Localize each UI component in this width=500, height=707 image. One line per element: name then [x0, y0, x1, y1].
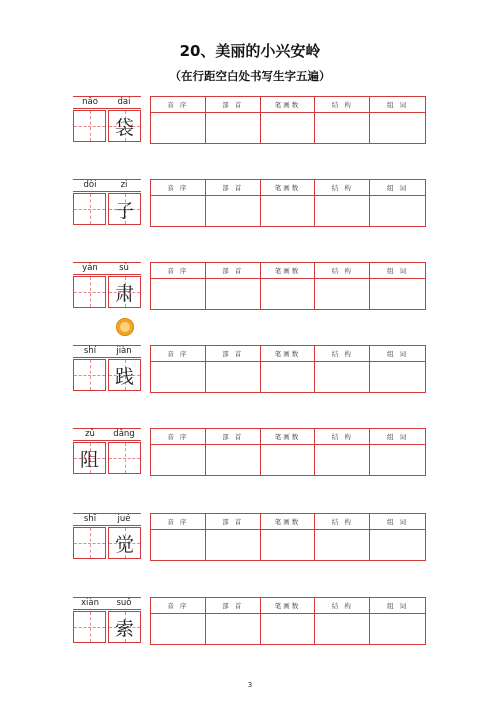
info-table-blank-cell[interactable]	[315, 362, 370, 392]
info-table-blank-cell[interactable]	[206, 362, 261, 392]
hanzi-character	[74, 528, 105, 558]
info-table-header: 部 首	[206, 97, 261, 113]
info-table-header: 音 序	[151, 429, 206, 445]
info-table-header: 笔画数	[261, 429, 316, 445]
info-table-header: 结 构	[315, 598, 370, 614]
info-table-header: 结 构	[315, 514, 370, 530]
info-table-header: 组 词	[370, 429, 425, 445]
info-table-header: 组 词	[370, 514, 425, 530]
page-subtitle: （在行距空白处书写生字五遍）	[169, 69, 331, 83]
info-table	[150, 179, 426, 227]
pinyin-text: zǔ	[85, 429, 95, 439]
pinyin-text: suǒ	[116, 598, 132, 608]
info-table-blank-cell[interactable]	[315, 614, 370, 644]
info-table-blank-cell[interactable]	[261, 445, 316, 475]
info-table-blank-cell[interactable]	[370, 196, 425, 226]
hanzi-character: 践	[114, 365, 134, 388]
info-table	[150, 345, 426, 393]
info-table-header: 组 词	[370, 346, 425, 362]
info-table-blank-cell[interactable]	[151, 445, 206, 475]
tianzi-grid-cell[interactable]	[73, 442, 106, 474]
info-table-blank-cell[interactable]	[315, 530, 370, 560]
info-table	[150, 597, 426, 645]
info-table-blank-cell[interactable]	[370, 279, 425, 309]
info-table-blank-cell[interactable]	[151, 113, 206, 143]
pinyin-text: sù	[119, 263, 129, 273]
info-table-header: 部 首	[206, 263, 261, 279]
pinyin-guide-line	[73, 357, 141, 358]
info-table-header: 结 构	[315, 346, 370, 362]
info-table-header: 音 序	[151, 263, 206, 279]
pinyin-text: jiàn	[116, 346, 132, 356]
hanzi-character	[74, 194, 105, 224]
info-table-header: 笔画数	[261, 598, 316, 614]
info-table-header: 结 构	[315, 263, 370, 279]
info-table-header: 组 词	[370, 598, 425, 614]
info-table-header: 组 词	[370, 263, 425, 279]
info-table-header: 笔画数	[261, 180, 316, 196]
tianzi-grid-cell[interactable]	[73, 359, 106, 391]
hanzi-character	[74, 111, 105, 141]
info-table-blank-cell[interactable]	[206, 113, 261, 143]
hanzi-character: 索	[114, 617, 134, 640]
hanzi-character: 袋	[114, 116, 134, 139]
pinyin-text: dǎng	[113, 429, 135, 439]
hanzi-character: 子	[114, 199, 134, 222]
info-table-blank-cell[interactable]	[261, 113, 316, 143]
info-table-blank-cell[interactable]	[370, 530, 425, 560]
tianzi-grid-cell[interactable]	[108, 276, 141, 308]
pinyin-guide-line	[73, 440, 141, 441]
character-practice-row	[73, 262, 425, 310]
character-practice-row	[73, 96, 425, 144]
tianzi-grid-cell[interactable]	[108, 193, 141, 225]
info-table-header: 笔画数	[261, 514, 316, 530]
tianzi-grid-cell[interactable]	[73, 611, 106, 643]
info-table-header: 结 构	[315, 97, 370, 113]
info-table-header: 结 构	[315, 180, 370, 196]
pinyin-text: shí	[83, 346, 97, 356]
info-table-header: 部 首	[206, 514, 261, 530]
info-table-blank-cell[interactable]	[370, 362, 425, 392]
info-table-header: 音 序	[151, 346, 206, 362]
info-table-header: 笔画数	[261, 263, 316, 279]
info-table-header: 音 序	[151, 97, 206, 113]
character-practice-row	[73, 597, 425, 645]
info-table-header: 笔画数	[261, 97, 316, 113]
info-table-blank-cell[interactable]	[261, 279, 316, 309]
page-number: 3	[247, 681, 253, 689]
tianzi-grid-cell[interactable]	[73, 110, 106, 142]
hanzi-character	[109, 443, 140, 473]
info-table-blank-cell[interactable]	[315, 113, 370, 143]
info-table-blank-cell[interactable]	[370, 614, 425, 644]
info-table-header: 部 首	[206, 598, 261, 614]
tianzi-grid-cell[interactable]	[108, 442, 141, 474]
info-table-header: 笔画数	[261, 346, 316, 362]
pinyin-text: shī	[83, 514, 97, 524]
info-table-blank-cell[interactable]	[315, 196, 370, 226]
tianzi-grid-cell[interactable]	[73, 276, 106, 308]
info-table-blank-cell[interactable]	[206, 530, 261, 560]
info-table-blank-cell[interactable]	[261, 362, 316, 392]
info-table-header: 结 构	[315, 429, 370, 445]
info-table-blank-cell[interactable]	[206, 196, 261, 226]
pinyin-text: zi	[120, 180, 128, 190]
info-table	[150, 513, 426, 561]
pinyin-guide-line	[73, 108, 141, 109]
hanzi-character: 阻	[79, 448, 99, 471]
pinyin-text: xiàn	[81, 598, 99, 608]
info-table	[150, 96, 426, 144]
hanzi-character	[74, 612, 105, 642]
tianzi-grid-cell[interactable]	[73, 527, 106, 559]
info-table-blank-cell[interactable]	[261, 196, 316, 226]
tianzi-grid-cell[interactable]	[108, 527, 141, 559]
pinyin-guide-line	[73, 191, 141, 192]
info-table-blank-cell[interactable]	[151, 362, 206, 392]
info-table-header: 组 词	[370, 97, 425, 113]
info-table-header: 部 首	[206, 346, 261, 362]
pinyin-guide-line	[73, 525, 141, 526]
pinyin-text: dai	[117, 97, 131, 107]
info-table-header: 音 序	[151, 514, 206, 530]
info-table-blank-cell[interactable]	[370, 113, 425, 143]
character-practice-row	[73, 345, 425, 393]
pinyin-guide-line	[73, 609, 141, 610]
info-table	[150, 428, 426, 476]
info-table-blank-cell[interactable]	[261, 614, 316, 644]
info-table-blank-cell[interactable]	[206, 445, 261, 475]
lion-sticker-icon	[116, 318, 134, 336]
info-table-header: 部 首	[206, 429, 261, 445]
pinyin-text: dòi	[83, 180, 97, 190]
hanzi-character	[74, 277, 105, 307]
pinyin-guide-line	[73, 274, 141, 275]
tianzi-grid-cell[interactable]	[108, 611, 141, 643]
pinyin-text: nǎo	[82, 97, 98, 107]
info-table-blank-cell[interactable]	[206, 614, 261, 644]
info-table-blank-cell[interactable]	[151, 614, 206, 644]
info-table-header: 部 首	[206, 180, 261, 196]
info-table-blank-cell[interactable]	[151, 196, 206, 226]
hanzi-character: 觉	[114, 533, 134, 556]
tianzi-grid-cell[interactable]	[108, 359, 141, 391]
info-table-blank-cell[interactable]	[206, 279, 261, 309]
info-table-blank-cell[interactable]	[315, 445, 370, 475]
info-table-blank-cell[interactable]	[151, 530, 206, 560]
hanzi-character	[74, 360, 105, 390]
info-table	[150, 262, 426, 310]
info-table-header: 组 词	[370, 180, 425, 196]
info-table-blank-cell[interactable]	[315, 279, 370, 309]
hanzi-character: 肃	[114, 282, 134, 305]
character-practice-row	[73, 179, 425, 227]
page-title: 20、美丽的小兴安岭	[179, 42, 321, 60]
pinyin-text: jué	[117, 514, 131, 524]
info-table-header: 音 序	[151, 598, 206, 614]
tianzi-grid-cell[interactable]	[73, 193, 106, 225]
character-practice-row	[73, 513, 425, 561]
info-table-blank-cell[interactable]	[370, 445, 425, 475]
info-table-blank-cell[interactable]	[261, 530, 316, 560]
pinyin-text: yán	[82, 263, 98, 273]
info-table-header: 音 序	[151, 180, 206, 196]
character-practice-row	[73, 428, 425, 476]
tianzi-grid-cell[interactable]	[108, 110, 141, 142]
info-table-blank-cell[interactable]	[151, 279, 206, 309]
